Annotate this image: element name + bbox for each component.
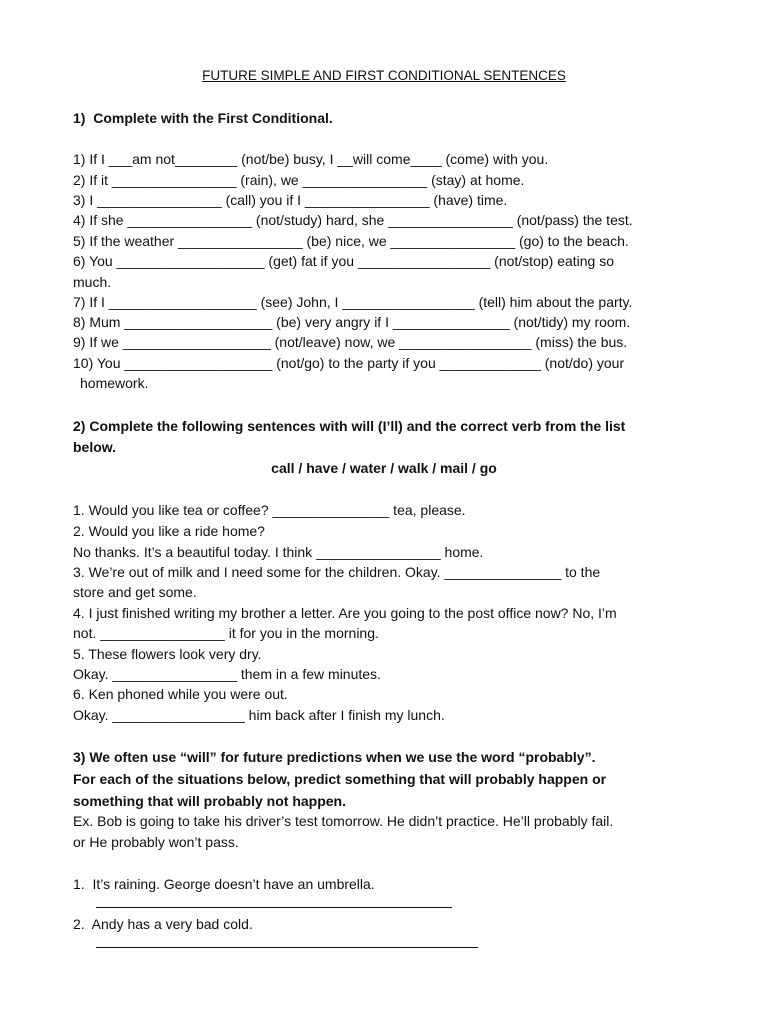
section2-line-1: 1. Would you like tea or coffee? _______________ tea, please.: [73, 502, 466, 518]
section2-line-11: Okay. _________________ him back after I finish my lunch.: [73, 707, 445, 723]
section2-line-10: 6. Ken phoned while you were out.: [73, 686, 288, 702]
section2-heading-cont: below.: [73, 439, 117, 455]
section1-heading: 1) Complete with the First Conditional.: [73, 110, 333, 126]
section1-line-3: 3) I ________________ (call) you if I ________________ (have) time.: [73, 192, 508, 208]
section1-line-10-cont: homework.: [80, 375, 149, 391]
section3-heading-cont-2: something that will probably not happen.: [73, 793, 346, 809]
section2-line-8: 5. These flowers look very dry.: [73, 646, 262, 662]
section3-item-2: 2. Andy has a very bad cold.: [73, 916, 253, 932]
section1-line-8: 8) Mum ___________________ (be) very angry if I _______________ (not/tidy) my room.: [73, 314, 631, 330]
answer-line-2[interactable]: [96, 947, 478, 948]
section2-line-3: No thanks. It’s a beautiful today. I think ________________ home.: [73, 544, 484, 560]
section1-line-7: 7) If I ___________________ (see) John, I _________________ (tell) him about the party.: [73, 294, 633, 310]
section1-line-10: 10) You ___________________ (not/go) to the party if you _____________ (not/do) your: [73, 355, 625, 371]
section3-item-1: 1. It’s raining. George doesn’t have an umbrella.: [73, 876, 375, 892]
section1-line-5: 5) If the weather ________________ (be) nice, we ________________ (go) to the beach.: [73, 233, 629, 249]
section1-line-4: 4) If she ________________ (not/study) hard, she ________________ (not/pass) the test.: [73, 212, 633, 228]
section2-line-9: Okay. ________________ them in a few minutes.: [73, 666, 381, 682]
section2-line-6: 4. I just finished writing my brother a letter. Are you going to the post office now? No, I’m: [73, 605, 617, 621]
section2-heading: 2) Complete the following sentences with will (I’ll) and the correct verb from the list: [73, 418, 626, 434]
section1-line-6-cont: much.: [73, 274, 112, 290]
section2-line-5: store and get some.: [73, 584, 197, 600]
section3-heading-cont-1: For each of the situations below, predict something that will probably happen or: [73, 771, 607, 787]
section1-line-9: 9) If we ___________________ (not/leave) now, we _________________ (miss) the bus.: [73, 334, 628, 350]
section2-line-7: not. ________________ it for you in the morning.: [73, 625, 379, 641]
section1-line-1: 1) If I ___am not________ (not/be) busy, I __will come____ (come) with you.: [73, 151, 549, 167]
section3-heading: 3) We often use “will” for future predictions when we use the word “probably”.: [73, 749, 596, 765]
section3-example-cont: or He probably won’t pass.: [73, 834, 239, 850]
section3-example: Ex. Bob is going to take his driver’s test tomorrow. He didn’t practice. He’ll probably fail.: [73, 813, 614, 829]
section2-line-2: 2. Would you like a ride home?: [73, 523, 265, 539]
section1-line-6: 6) You ___________________ (get) fat if you _________________ (not/stop) eating so: [73, 253, 615, 269]
section1-line-2: 2) If it ________________ (rain), we ________________ (stay) at home.: [73, 172, 525, 188]
section2-verb-list: call / have / water / walk / mail / go: [271, 460, 497, 476]
section2-line-4: 3. We’re out of milk and I need some for the children. Okay. _______________ to the: [73, 564, 601, 580]
worksheet-title: FUTURE SIMPLE AND FIRST CONDITIONAL SENTENCES: [202, 68, 566, 83]
answer-line-1[interactable]: [96, 907, 452, 908]
